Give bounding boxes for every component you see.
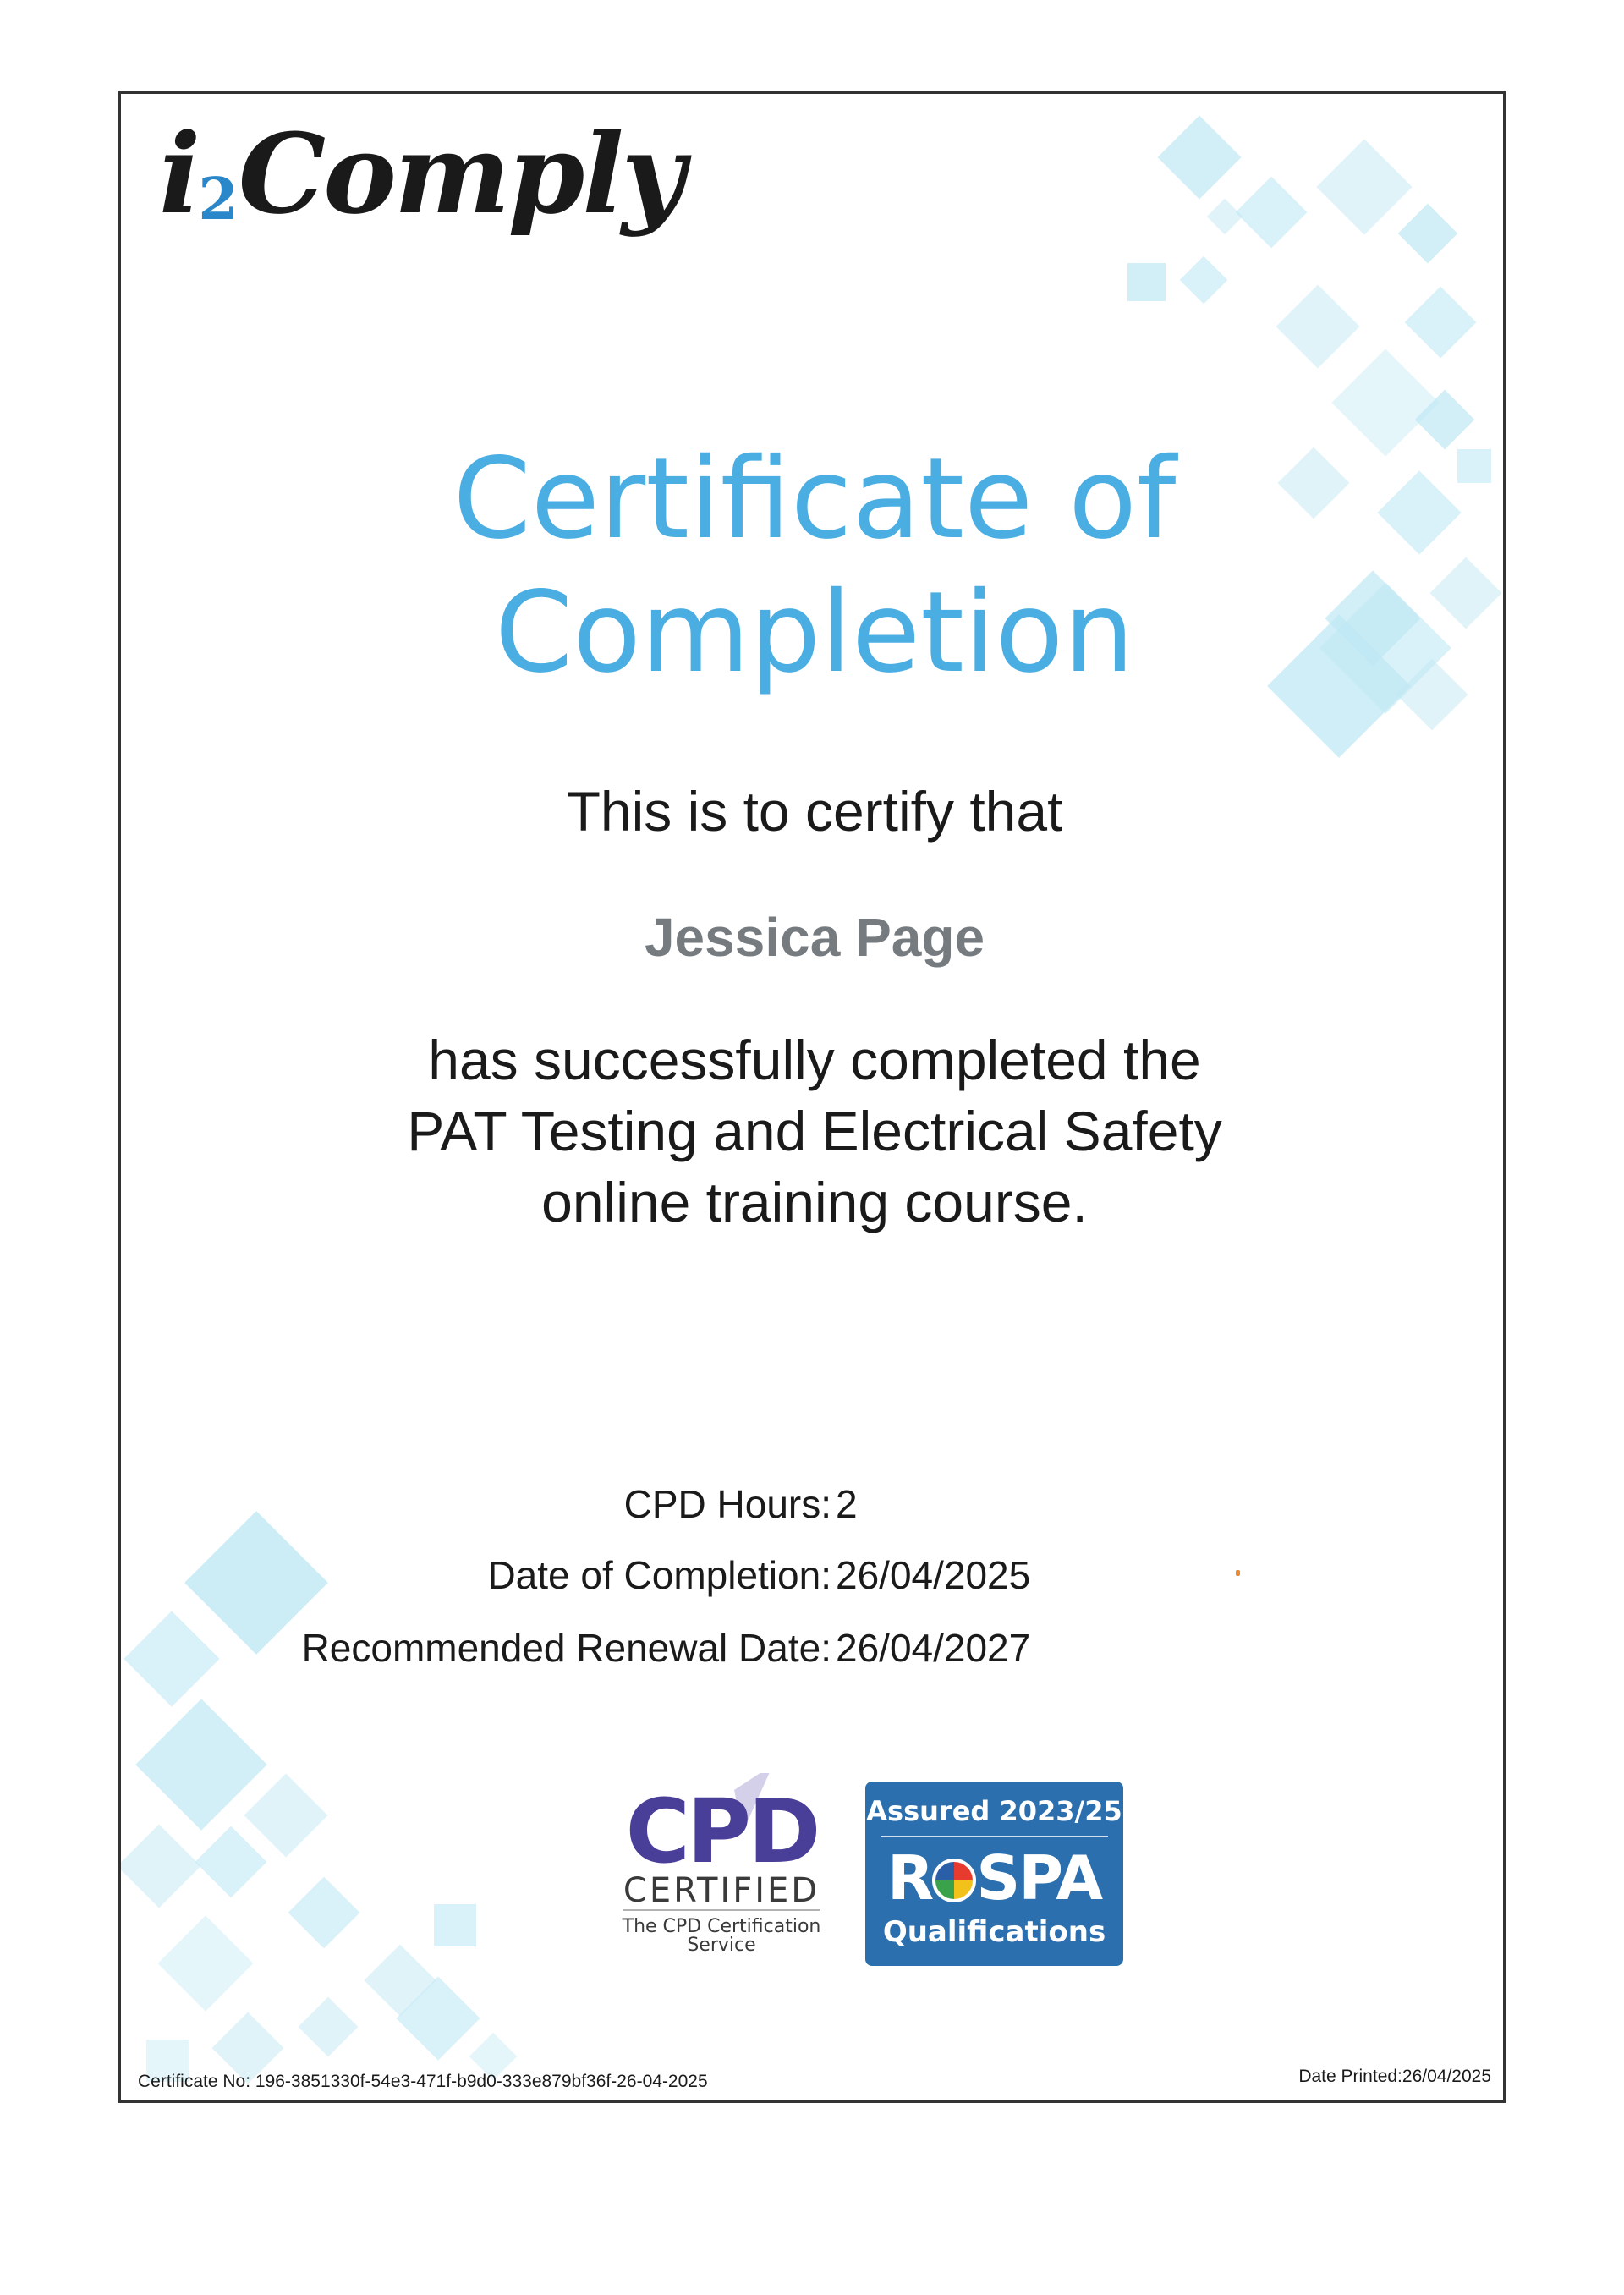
cpd-hours-value: 2 — [836, 1482, 858, 1526]
completion-statement — [121, 1024, 1506, 1238]
certificate-title: Certificate of Completion — [453, 434, 1177, 699]
recipient-name: Jessica Page — [644, 907, 985, 968]
certificate-frame — [118, 91, 1506, 2103]
i2comply-logo: i2Comply — [159, 109, 683, 239]
completion-line: online training course. — [541, 1171, 1088, 1233]
renewal-date-value: 26/04/2027 — [836, 1626, 1031, 1670]
rospa-qualifications-badge — [865, 1782, 1123, 1966]
svg-text:CERTIFIED: CERTIFIED — [623, 1871, 820, 1910]
completion-line: has successfully completed the — [428, 1029, 1201, 1091]
completion-date-row — [121, 1552, 1506, 1620]
completion-date-label: Date of Completion: — [487, 1553, 831, 1597]
rospa-qualifications-text: Qualifications — [882, 1915, 1106, 1949]
rospa-assured-text: Assured 2023/25 — [866, 1795, 1122, 1827]
svg-text:CPD: CPD — [625, 1780, 818, 1883]
cpd-hours-label: CPD Hours: — [623, 1482, 831, 1526]
renewal-date-label: Recommended Renewal Date: — [301, 1626, 831, 1670]
certificate-number: Certificate No: 196-3851330f-54e3-471f-b9d0-333e879bf36f-26-04-2025 — [138, 2072, 708, 2091]
renewal-date-row — [121, 1625, 1506, 1693]
rospa-divider — [881, 1836, 1108, 1837]
course-name: PAT Testing and Electrical Safety — [407, 1100, 1222, 1162]
rospa-wordmark: R SPA — [886, 1842, 1102, 1913]
svg-text:The CPD Certification: The CPD Certification — [622, 1916, 821, 1937]
cpd-certified-logo — [607, 1773, 836, 1968]
completion-date-value: 26/04/2025 — [836, 1553, 1031, 1597]
svg-text:Service: Service — [687, 1935, 756, 1956]
date-printed: Date Printed:26/04/2025 — [1298, 2067, 1491, 2086]
scan-speck — [1236, 1570, 1240, 1576]
rospa-circle-icon — [932, 1859, 976, 1902]
cpd-hours-row — [121, 1481, 1506, 1549]
certify-statement: This is to certify that — [566, 780, 1063, 843]
